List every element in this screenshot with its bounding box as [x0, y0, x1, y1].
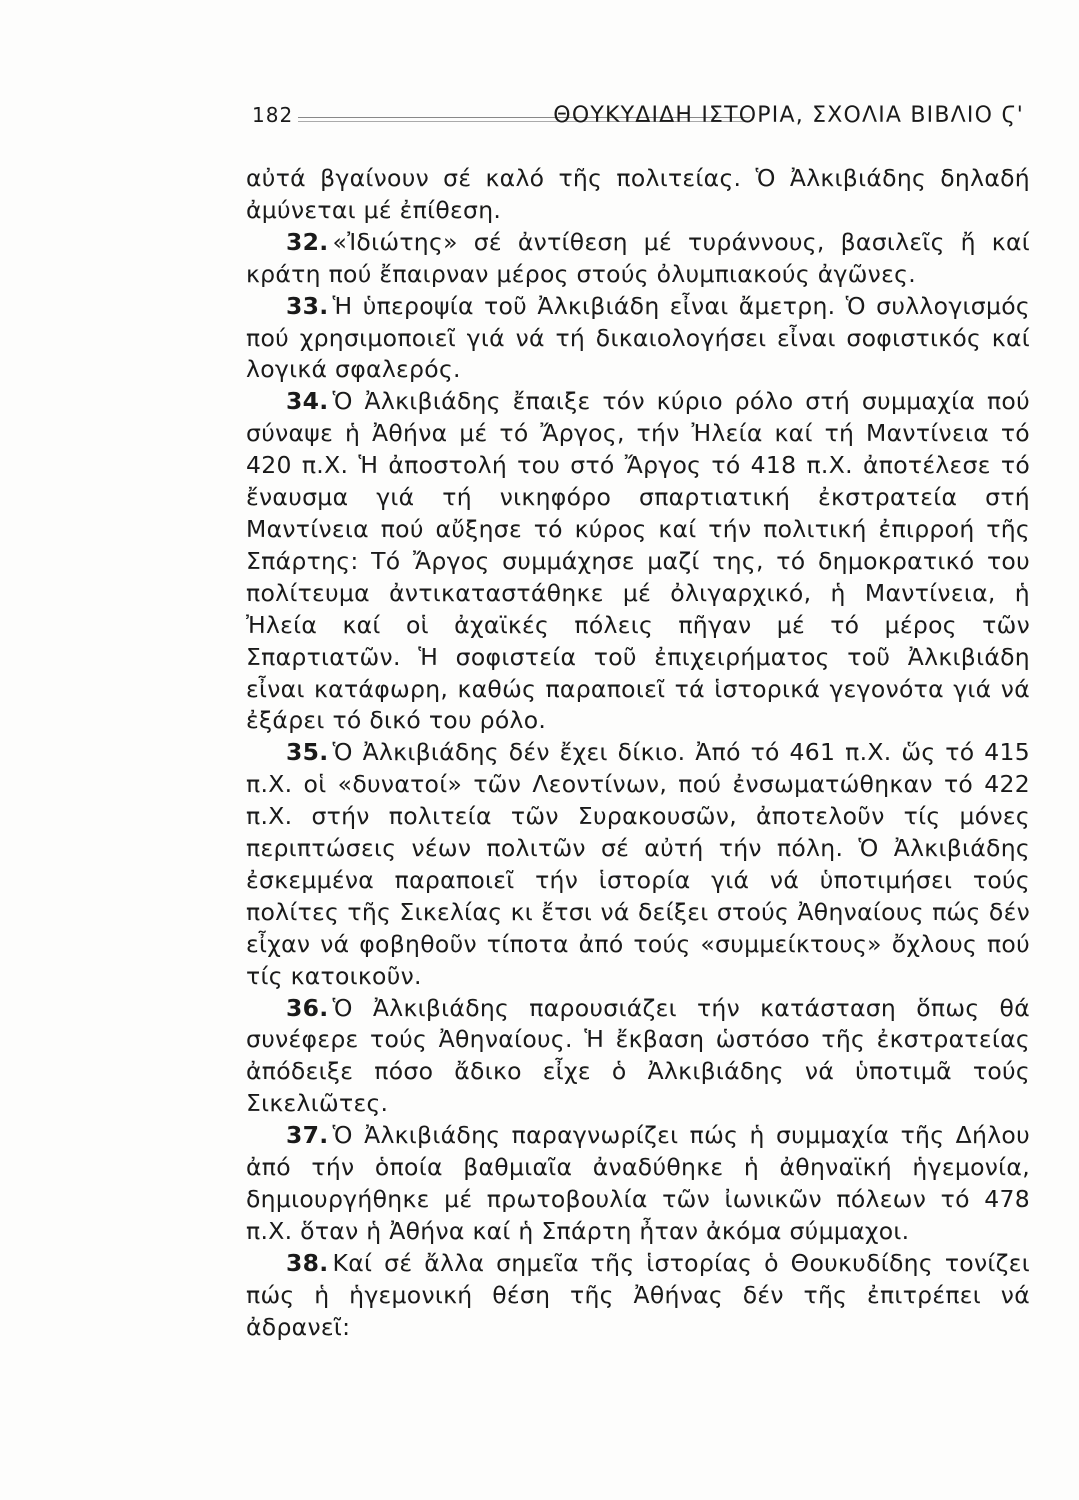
note-number: 34. — [286, 387, 329, 416]
page-header — [252, 103, 1024, 133]
continuation-paragraph: αὐτά βγαίνουν σέ καλό τῆς πολιτείας. Ὁ Ἀλκιβιάδης δηλαδή ἀμύνεται μέ ἐπίθεση. — [246, 164, 1030, 224]
note-32 — [246, 227, 1030, 291]
note-number: 36. — [286, 993, 329, 1022]
note-text: Ὁ Ἀλκιβιάδης παραγνωρίζει πώς ἡ συμμαχία τῆς Δήλου ἀπό τήν ὁποία βαθμιαῖα ἀναδύθηκε ἡ ἀθηναϊκή ἡγεμονία, δημιουργήθηκε μέ πρωτοβουλία τῶν ἰωνικῶν πόλεων τό 478 π.Χ. ὅταν ἡ Ἀθήνα καί ἡ Σπάρτη ἦταν ἀκόμα σύμμαχοι. — [246, 1121, 1030, 1245]
notes-body — [246, 163, 1030, 1344]
note-36 — [246, 993, 1030, 1121]
note-text: Ὁ Ἀλκιβιάδης παρουσιάζει τήν κατάσταση ὅπως θά συνέφερε τούς Ἀθηναίους. Ἡ ἔκβαση ὡστόσο τῆς ἐκστρατείας ἀπόδειξε πόσο ἄδικο εἶχε ὁ Ἀλκιβιάδης νά ὑποτιμᾶ τούς Σικελιῶτες. — [246, 993, 1030, 1118]
note-number: 35. — [286, 738, 329, 767]
note-text: Ὁ Ἀλκιβιάδης δέν ἔχει δίκιο. Ἀπό τό 461 π.Χ. ὥς τό 415 π.Χ. οἱ «δυνατοί» τῶν Λεοντίνων, πού ἐνσωματώθηκαν τό 422 π.Χ. στήν πολιτεία τῶν Συρακουσῶν, ἀποτελοῦν τίς μόνες περιπτώσεις νέων πολιτῶν σέ αὐτή τήν πόλη. Ὁ Ἀλκιβιάδης ἐσκεμμένα παραποιεῖ τήν ἱστορία γιά νά ὑποτιμήσει τούς πολίτες τῆς Σικελίας κι ἔτσι νά δείξει στούς Ἀθηναίους πώς δέν εἶχαν νά φοβηθοῦν τίποτα ἀπό τούς «συμμείκτους» ὄχλους πού τίς κατοικοῦν. — [246, 738, 1030, 990]
note-text: Καί σέ ἄλλα σημεῖα τῆς ἱστορίας ὁ Θουκυδίδης τονίζει πώς ἡ ἡγεμονική θέση τῆς Ἀθήνας δέν τῆς ἐπιτρέπει νά ἀδρανεῖ: — [246, 1248, 1030, 1341]
note-37 — [246, 1120, 1030, 1248]
note-text: Ὁ Ἀλκιβιάδης ἔπαιξε τόν κύριο ρόλο στή συμμαχία πού σύναψε ἡ Ἀθήνα μέ τό Ἄργος, τήν Ἠλεία καί τή Μαντίνεια τό 420 π.Χ. Ἡ ἀποστολή του στό Ἄργος τό 418 π.Χ. ἀποτέλεσε τό ἔναυσμα γιά τή νικηφόρο σπαρτιατική ἐκστρατεία στή Μαντίνεια πού αὔξησε τό κύρος καί τήν πολιτική ἐπιρροή τῆς Σπάρτης: Τό Ἄργος συμμάχησε μαζί της, τό δημοκρατικό του πολίτευμα ἀντικαταστάθηκε μέ ὀλιγαρχικό, ἡ Μαντίνεια, ἡ Ἠλεία καί οἱ ἀχαϊκές πόλεις πῆγαν μέ τό μέρος τῶν Σπαρτιατῶν. Ἡ σοφιστεία τοῦ ἐπιχειρήματος τοῦ Ἀλκιβιάδη εἶναι κατάφωρη, καθώς παραποιεῖ τά ἱστορικά γεγονότα γιά νά ἐξάρει τό δικό του ρόλο. — [246, 387, 1030, 735]
note-35 — [246, 737, 1030, 992]
note-text: Ἡ ὑπεροψία τοῦ Ἀλκιβιάδη εἶναι ἄμετρη. Ὁ συλλογισμός πού χρησιμοποιεῖ γιά νά τή δικαιολογήσει εἶναι σοφιστικός καί λογικά σφαλερός. — [246, 291, 1030, 384]
note-33 — [246, 291, 1030, 387]
note-number: 32. — [286, 227, 329, 256]
note-34 — [246, 386, 1030, 737]
running-title: ΘΟΥΚΥΔΙΔΗ ΙΣΤΟΡΙΑ, ΣΧΟΛΙΑ ΒΙΒΛΙΟ Ϛ' — [553, 103, 1024, 128]
note-number: 37. — [286, 1121, 329, 1150]
note-text: «Ἰδιώτης» σέ ἀντίθεση μέ τυράννους, βασιλεῖς ἤ καί κράτη πού ἔπαιρναν μέρος στούς ὀλυμπιακούς ἀγῶνες. — [246, 227, 1030, 288]
note-number: 33. — [286, 291, 329, 320]
note-38 — [246, 1248, 1030, 1344]
note-number: 38. — [286, 1248, 329, 1277]
page-number: 182 — [252, 103, 294, 127]
